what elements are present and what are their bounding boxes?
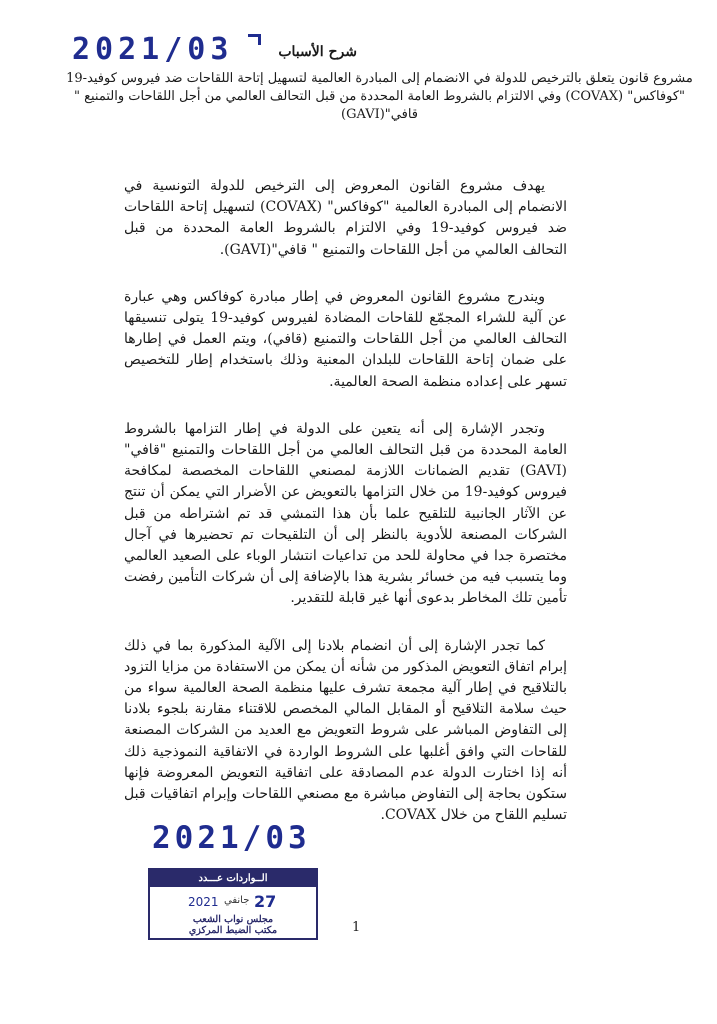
stamp-frame xyxy=(148,868,318,940)
stamp-day: 27 xyxy=(254,892,277,911)
stamp-date-handwritten: 2021/03 xyxy=(152,820,311,856)
stamp-date-row xyxy=(150,892,316,912)
page-title: شرح الأسباب xyxy=(278,44,357,60)
body-text xyxy=(124,176,567,852)
paragraph-4: كما تجدر الإشارة إلى أن انضمام بلادنا إلى الآلية المذكورة بما في ذلك إبرام اتفاق التعويض المذكور من شأنه أن يمكن من الاستفادة من مزايا التزود بالتلاقيح في إطار آلية مجمعة تشرف عليها منظمة الصحة العالمية سواء من حيث سلامة التلاقيح أو المقابل المالي المخصص للاقتناء مقارنة بلجوء بلادنا إلى التفاوض المباشر على شروط التعويض مع العديد من الشركات المصنعة للقاحات التي وافق أغلبها على الشروط الواردة في الاتفاقية النموذجية ذلك أنه إذا اختارت الدولة عدم المصادقة على اتفاقية التعويض المعروضة فإنها ستكون بحاجة إلى التفاوض مباشرة مع مصنعي اللقاحات وإبرام اتفاقيات قبل تسليم اللقاح من خلال COVAX. xyxy=(124,637,567,824)
paragraph-1: يهدف مشروع القانون المعروض إلى الترخيص للدولة التونسية في الانضمام إلى المبادرة العالمية "كوفاكس" (COVAX) لتسهيل إتاحة اللقاحات ضد فيروس كوفيد-19 وفي الالتزام بالشروط العامة المحددة من قبل التحالف العالمي من أجل اللقاحات والتمنيع " قافي"(GAVI). xyxy=(124,178,567,258)
reception-stamp xyxy=(148,820,316,936)
stamp-header: الــواردات عـــدد xyxy=(150,870,316,887)
page-number: 1 xyxy=(352,920,361,935)
stamp-tick-mark xyxy=(248,34,261,45)
stamp-organization xyxy=(150,914,316,936)
document-subtitle: مشروع قانون يتعلق بالترخيص للدولة في الانضمام إلى المبادرة العالمية لتسهيل إتاحة اللقاحات ضد فيروس كوفيد-19 "كوفاكس" (COVAX) وفي الالتزام بالشروط العامة المحددة من قبل التحالف العالمي من أجل اللقاحات والتمنيع " قافي"(GAVI) xyxy=(66,71,693,122)
paragraph-3: وتجدر الإشارة إلى أنه يتعين على الدولة في إطار التزامها بالشروط العامة المحددة من قبل التحالف العالمي من أجل اللقاحات والتمنيع "قافي"(GAVI) تقديم الضمانات اللازمة لمصنعي اللقاحات المخصصة لمكافحة فيروس كوفيد-19 من خلال التزامها بالتعويض عن الأضرار التي يمكن أن تنتج عن الآثار الجانبية للتلقيح علما بأن هذا التمشي قد تم اشتراطه من قبل الشركات المصنعة للأدوية بالنظر إلى أن التلقيحات تم تحضيرها في آجال مختصرة جدا في محاولة للحد من تداعيات انتشار الوباء على الصعيد العالمي وما يتسبب فيه من خسائر بشرية هذا بالإضافة إلى أن شركات التأمين رفضت تأمين تلك المخاطر بدعوى أنها غير قابلة للتقدير. xyxy=(124,420,567,607)
stamp-year: 2021 xyxy=(188,895,219,909)
top-date-stamp: 2021/03 xyxy=(72,32,234,67)
stamp-month: جانفي xyxy=(224,895,250,906)
stamp-org-line-1: مجلس نواب الشعب xyxy=(192,914,274,925)
paragraph-2: ويندرج مشروع القانون المعروض في إطار مبادرة كوفاكس وهي عبارة عن آلية للشراء المجمّع للقاحات المضادة لفيروس كوفيد-19 يتولى تنسيقها التحالف العالمي من أجل اللقاحات والتمنيع (قافي)، ويتم العمل في إطارها على ضمان إتاحة اللقاحات للبلدان المعنية وذلك باستخدام إطار للتخصيص تسهر على إعداده منظمة الصحة العالمية. xyxy=(124,288,567,390)
stamp-org-line-2: مكتب الضبط المركزي xyxy=(188,925,278,936)
